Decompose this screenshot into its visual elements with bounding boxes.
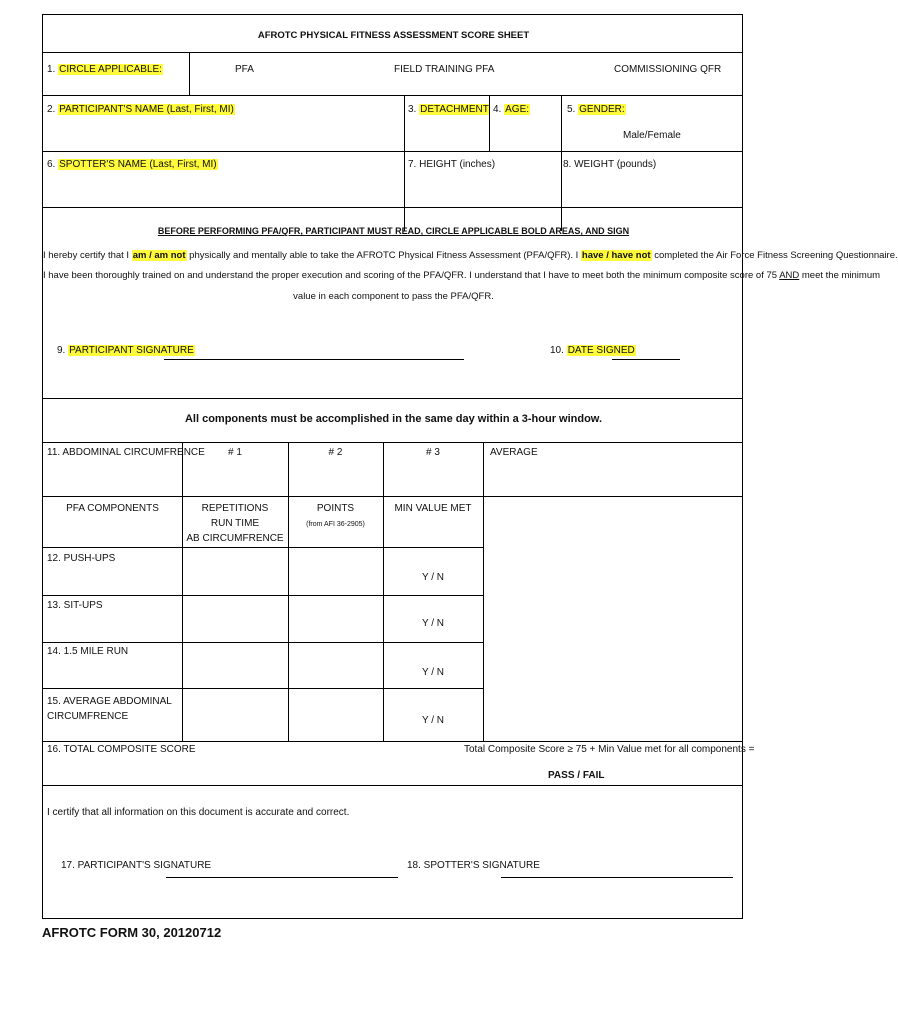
- pushups-label: 12. PUSH-UPS: [47, 553, 116, 564]
- pass-fail-choice[interactable]: PASS / FAIL: [548, 770, 605, 781]
- participant-signature-final-label: 17. PARTICIPANT'S SIGNATURE: [61, 860, 212, 871]
- form-number: AFROTC FORM 30, 20120712: [42, 925, 222, 940]
- circle-applicable-field: [47, 64, 163, 76]
- divider: [383, 442, 384, 741]
- field-number: 5.: [567, 104, 576, 115]
- divider: [288, 442, 289, 741]
- participant-name-label: PARTICIPANT'S NAME (Last, First, MI): [59, 104, 234, 115]
- divider: [561, 95, 562, 231]
- divider: [43, 595, 483, 596]
- cert-text: I have been thoroughly trained on and understand the proper execution and scoring of the PFA/QFR. I understand that I have to meet both the minimum composite score of 75: [43, 270, 778, 281]
- run-min-value[interactable]: Y / N: [421, 667, 445, 678]
- header-points-source: (from AFI 36-2905): [306, 521, 365, 528]
- header-run-time: RUN TIME: [210, 518, 260, 529]
- measure-1-header: # 1: [228, 447, 242, 458]
- divider: [43, 688, 483, 689]
- age-label: AGE:: [505, 104, 530, 115]
- have-have-not-choice[interactable]: have / have not: [581, 250, 651, 261]
- measure-3-header: # 3: [426, 447, 440, 458]
- divider: [43, 207, 742, 208]
- divider: [483, 442, 484, 741]
- cert-text: completed the Air Force Fitness Screening Questionnaire.: [654, 250, 898, 261]
- weight-field[interactable]: 8. WEIGHT (pounds): [563, 159, 657, 170]
- form-title: AFROTC PHYSICAL FITNESS ASSESSMENT SCORE SHEET: [257, 30, 530, 41]
- form-frame: [42, 14, 898, 919]
- divider: [43, 52, 742, 53]
- gender-label: GENDER:: [579, 104, 625, 115]
- divider: [43, 442, 742, 443]
- situps-min-value[interactable]: Y / N: [421, 618, 445, 629]
- participant-signature-final-line[interactable]: [166, 877, 398, 878]
- height-field[interactable]: 7. HEIGHT (inches): [408, 159, 496, 170]
- divider: [43, 151, 742, 152]
- spotter-name-field[interactable]: [47, 159, 218, 171]
- gender-field[interactable]: [567, 104, 626, 116]
- gender-options[interactable]: Male/Female: [623, 130, 681, 141]
- participant-name-field[interactable]: [47, 104, 235, 116]
- field-number: 9.: [57, 345, 66, 356]
- cert-text: meet the minimum: [801, 270, 881, 281]
- avg-abdominal-min-value[interactable]: Y / N: [421, 715, 445, 726]
- cert-text: I hereby certify that I: [43, 250, 130, 261]
- certification-line-2: [43, 270, 881, 282]
- divider: [489, 95, 490, 151]
- option-commissioning-qfr[interactable]: COMMISSIONING QFR: [614, 64, 722, 75]
- detachment-field[interactable]: [408, 104, 490, 116]
- field-number: 3.: [408, 104, 417, 115]
- header-repetitions: REPETITIONS: [201, 503, 269, 514]
- date-label: DATE SIGNED: [567, 345, 635, 356]
- field-number: 6.: [47, 159, 56, 170]
- total-composite-label: 16. TOTAL COMPOSITE SCORE: [47, 744, 196, 755]
- field-number: 1.: [47, 64, 56, 75]
- situps-label: 13. SIT-UPS: [47, 600, 103, 611]
- divider: [43, 741, 742, 742]
- certification-line-3: value in each component to pass the PFA/QFR.: [293, 291, 494, 302]
- total-composite-rule: Total Composite Score ≥ 75 + Min Value met for all components =: [464, 744, 755, 755]
- field-number: 10.: [550, 345, 564, 356]
- average-header: AVERAGE: [490, 447, 538, 458]
- divider: [43, 398, 742, 399]
- certification-line-1: [43, 250, 898, 262]
- certification-heading: BEFORE PERFORMING PFA/QFR, PARTICIPANT MUST READ, CIRCLE APPLICABLE BOLD AREAS, AND SIGN: [157, 226, 630, 236]
- abdominal-circumference-label: 11. ABDOMINAL CIRCUMFRENCE: [47, 447, 205, 458]
- date-signed-line[interactable]: [612, 359, 680, 360]
- header-min-value-met: MIN VALUE MET: [394, 503, 472, 514]
- option-field-training-pfa[interactable]: FIELD TRAINING PFA: [394, 64, 495, 75]
- divider: [182, 442, 183, 741]
- circle-applicable-label: CIRCLE APPLICABLE:: [59, 64, 162, 75]
- field-number: 2.: [47, 104, 56, 115]
- pushups-min-value[interactable]: Y / N: [421, 572, 445, 583]
- field-number: 4.: [493, 104, 502, 115]
- final-certify-text: I certify that all information on this document is accurate and correct.: [47, 807, 350, 818]
- divider: [43, 95, 742, 96]
- participant-signature-label: [57, 345, 195, 357]
- date-signed-label: [550, 345, 636, 357]
- avg-abdominal-label-2: CIRCUMFRENCE: [47, 711, 129, 722]
- header-pfa-components: PFA COMPONENTS: [66, 503, 159, 514]
- age-field[interactable]: [493, 104, 530, 116]
- divider: [43, 547, 483, 548]
- spotter-signature-line[interactable]: [501, 877, 733, 878]
- components-banner: All components must be accomplished in the same day within a 3-hour window.: [184, 413, 603, 425]
- run-label: 14. 1.5 MILE RUN: [47, 646, 129, 657]
- divider: [43, 496, 742, 497]
- divider: [404, 95, 405, 231]
- and-emphasis: AND: [779, 270, 800, 281]
- header-points: POINTS: [316, 503, 355, 514]
- spotter-name-label: SPOTTER'S NAME (Last, First, MI): [59, 159, 217, 170]
- detachment-label: DETACHMENT: [420, 104, 489, 115]
- participant-signature-line[interactable]: [164, 359, 464, 360]
- measure-2-header: # 2: [328, 447, 343, 458]
- header-ab-circumference: AB CIRCUMFRENCE: [186, 533, 284, 544]
- divider: [43, 642, 483, 643]
- option-pfa[interactable]: PFA: [235, 64, 254, 75]
- cert-text: physically and mentally able to take the AFROTC Physical Fitness Assessment (PFA/QFR). I: [189, 250, 579, 261]
- divider: [189, 52, 190, 95]
- avg-abdominal-label-1: 15. AVERAGE ABDOMINAL: [47, 696, 172, 707]
- am-am-not-choice[interactable]: am / am not: [132, 250, 186, 261]
- spotter-signature-label: 18. SPOTTER'S SIGNATURE: [407, 860, 540, 871]
- divider: [43, 785, 742, 786]
- signature-label: PARTICIPANT SIGNATURE: [69, 345, 194, 356]
